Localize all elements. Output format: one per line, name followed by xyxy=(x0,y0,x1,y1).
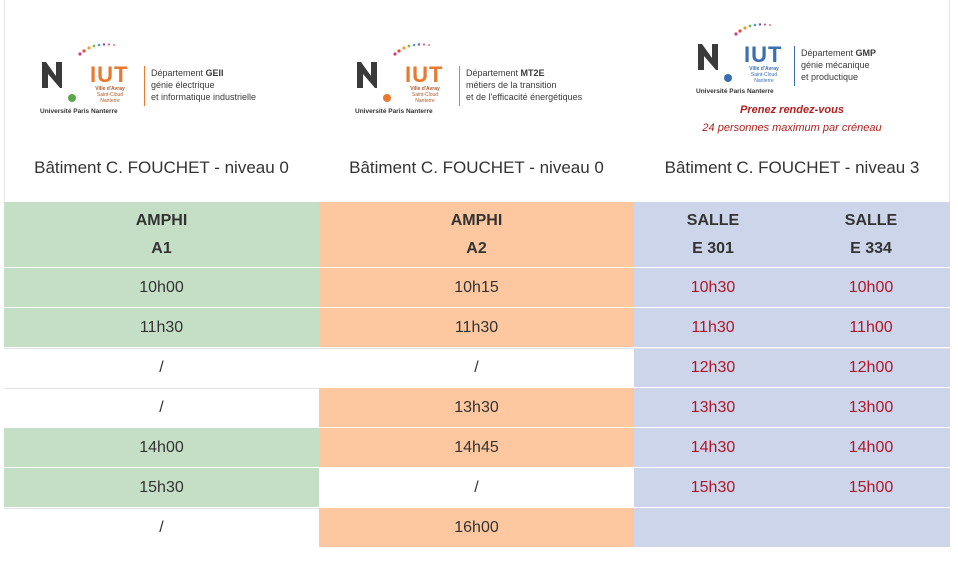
room-header-a2: AMPHI A2 xyxy=(319,202,634,267)
department-desc-2: et informatique industrielle xyxy=(151,92,257,102)
slot-e334: 14h00 xyxy=(792,428,950,467)
slot-a2: 11h30 xyxy=(319,308,634,347)
building-label: Bâtiment C. FOUCHET - niveau 0 xyxy=(349,158,604,177)
slot-e301: 10h30 xyxy=(634,268,792,307)
department-desc-2: et de l'efficacité énergétiques xyxy=(466,92,583,102)
slot-a2: / xyxy=(319,348,634,387)
table-row xyxy=(4,428,950,468)
slot-e334: 12h00 xyxy=(792,348,950,387)
row-divider xyxy=(4,348,950,349)
slot-e334: 13h00 xyxy=(792,388,950,427)
department-desc-1: génie électrique xyxy=(151,80,215,90)
table-header-row xyxy=(4,202,950,268)
table-row xyxy=(4,468,950,508)
slot-e301: 13h30 xyxy=(634,388,792,427)
slot-e301 xyxy=(634,508,950,547)
room-header-a1: AMPHI A1 xyxy=(4,202,319,267)
department-geii-header xyxy=(4,0,319,202)
slot-a1: / xyxy=(4,508,319,547)
capacity-notice: 24 personnes maximum par créneau xyxy=(702,122,882,134)
slot-e301: 12h30 xyxy=(634,348,792,387)
table-row xyxy=(4,388,950,428)
slot-e301: 14h30 xyxy=(634,428,792,467)
slot-e334: 10h00 xyxy=(792,268,950,307)
room-header-e334: SALLE E 334 xyxy=(792,202,950,267)
slot-a2: 10h15 xyxy=(319,268,634,307)
table-row xyxy=(4,348,950,388)
university-name: Université Paris Nanterre xyxy=(696,88,774,95)
table-row xyxy=(4,508,950,548)
slot-a2: 16h00 xyxy=(319,508,634,547)
iut-location: Ville d'Avray Saint-Cloud Nanterre xyxy=(749,66,779,84)
department-title: Département GMP xyxy=(801,48,877,58)
table-row xyxy=(4,268,950,308)
university-name: Université Paris Nanterre xyxy=(355,108,433,115)
slot-a1: / xyxy=(4,388,319,427)
slot-a2: 13h30 xyxy=(319,388,634,427)
row-divider xyxy=(4,388,319,389)
table-row xyxy=(4,308,950,348)
building-label: Bâtiment C. FOUCHET - niveau 3 xyxy=(664,158,920,177)
room-header-e301: SALLE E 301 xyxy=(634,202,792,267)
logo-divider xyxy=(144,66,145,106)
department-desc-1: génie mécanique xyxy=(801,60,870,70)
row-divider xyxy=(4,508,319,509)
slot-a2: 14h45 xyxy=(319,428,634,467)
iut-location: Ville d'Avray Saint-Cloud Nanterre xyxy=(95,86,125,104)
slot-e334: 11h00 xyxy=(792,308,950,347)
department-title: Département MT2E xyxy=(466,68,545,78)
department-desc-2: et productique xyxy=(801,72,859,82)
appointment-notice: Prenez rendez-vous xyxy=(740,104,844,116)
logo-divider xyxy=(794,46,795,86)
slot-e334: 15h00 xyxy=(792,468,950,507)
slot-a1: 14h00 xyxy=(4,428,319,467)
slot-e301: 15h30 xyxy=(634,468,792,507)
department-title: Département GEII xyxy=(151,68,224,78)
slot-a1: 10h00 xyxy=(4,268,319,307)
slot-a1: / xyxy=(4,348,319,387)
iut-wordmark: IUT xyxy=(744,42,783,67)
slot-a2: / xyxy=(319,468,634,507)
iut-wordmark: IUT xyxy=(90,62,129,87)
department-mt2e-header xyxy=(319,0,634,202)
logo-divider xyxy=(459,66,460,106)
iut-wordmark: IUT xyxy=(405,62,444,87)
slot-a1: 11h30 xyxy=(4,308,319,347)
iut-location: Ville d'Avray Saint-Cloud Nanterre xyxy=(410,86,440,104)
slot-e301: 11h30 xyxy=(634,308,792,347)
department-gmp-header xyxy=(634,0,950,202)
department-desc-1: métiers de la transition xyxy=(466,80,557,90)
building-label: Bâtiment C. FOUCHET - niveau 0 xyxy=(34,158,289,177)
university-name: Université Paris Nanterre xyxy=(40,108,118,115)
slot-a1: 15h30 xyxy=(4,468,319,507)
